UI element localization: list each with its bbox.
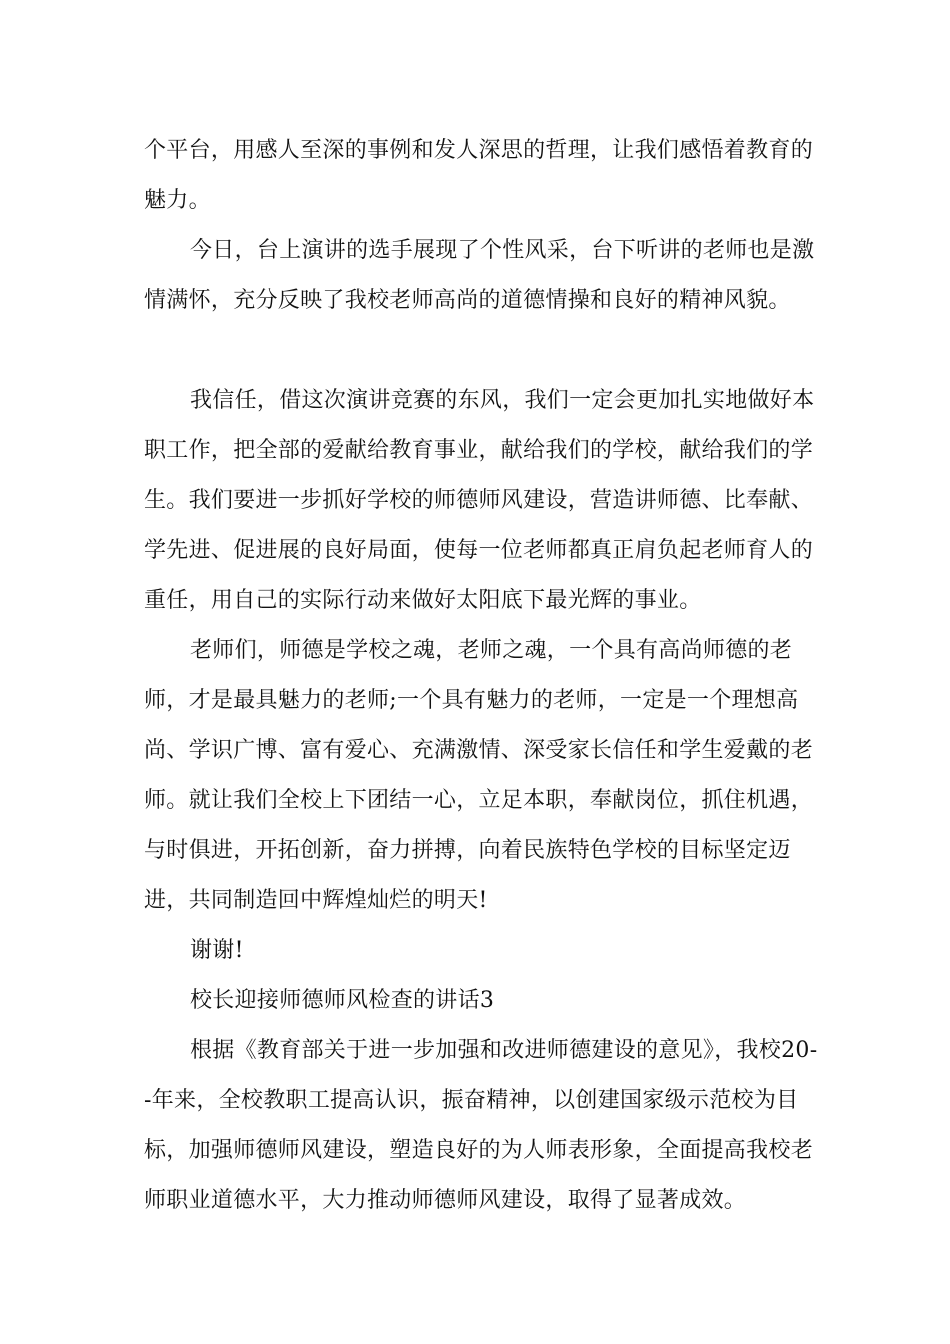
paragraph-thanks: 谢谢! — [190, 938, 244, 963]
paragraph-continuation: 个平台，用感人至深的事例和发人深思的哲理，让我们感悟着教育的魅力。 — [144, 138, 814, 213]
text-block-top — [144, 126, 824, 326]
paragraph: 我信任，借这次演讲竞赛的东风，我们一定会更加扎实地做好本职工作，把全部的爱献给教育事业，献给我们的学校，献给我们的学生。我们要进一步抓好学校的师德师风建设，营造讲师德、比奉献、学先进、促进展的良好局面，使每一位老师都真正肩负起老师育人的重任，用自己的实际行动来做好太阳底下最光辉的事业。 — [144, 388, 815, 613]
paragraph: 今日，台上演讲的选手展现了个性风采，台下听讲的老师也是激情满怀，充分反映了我校老师高尚的道德情操和良好的精神风貌。 — [144, 238, 815, 313]
paragraph: 老师们，师德是学校之魂，老师之魂，一个具有高尚师德的老师，才是最具魅力的老师;一个具有魅力的老师，一定是一个理想高尚、学识广博、富有爱心、充满激情、深受家长信任和学生爱戴的老师。就让我们全校上下团结一心，立足本职，奉献岗位，抓住机遇，与时俱进，开拓创新，奋力拼搏，向着民族特色学校的目标坚定迈进，共同制造回中辉煌灿烂的明天! — [144, 638, 814, 913]
paragraph: 根据《教育部关于进一步加强和改进师德建设的意见》，我校20--年来，全校教职工提高认识，振奋精神，以创建国家级示范校为目标，加强师德师风建设，塑造良好的为人师表形象，全面提高我校老师职业道德水平，大力推动师德师风建设，取得了显著成效。 — [144, 1038, 818, 1213]
section-heading: 校长迎接师德师风检查的讲话3 — [190, 988, 495, 1013]
text-block-main — [144, 376, 824, 1226]
